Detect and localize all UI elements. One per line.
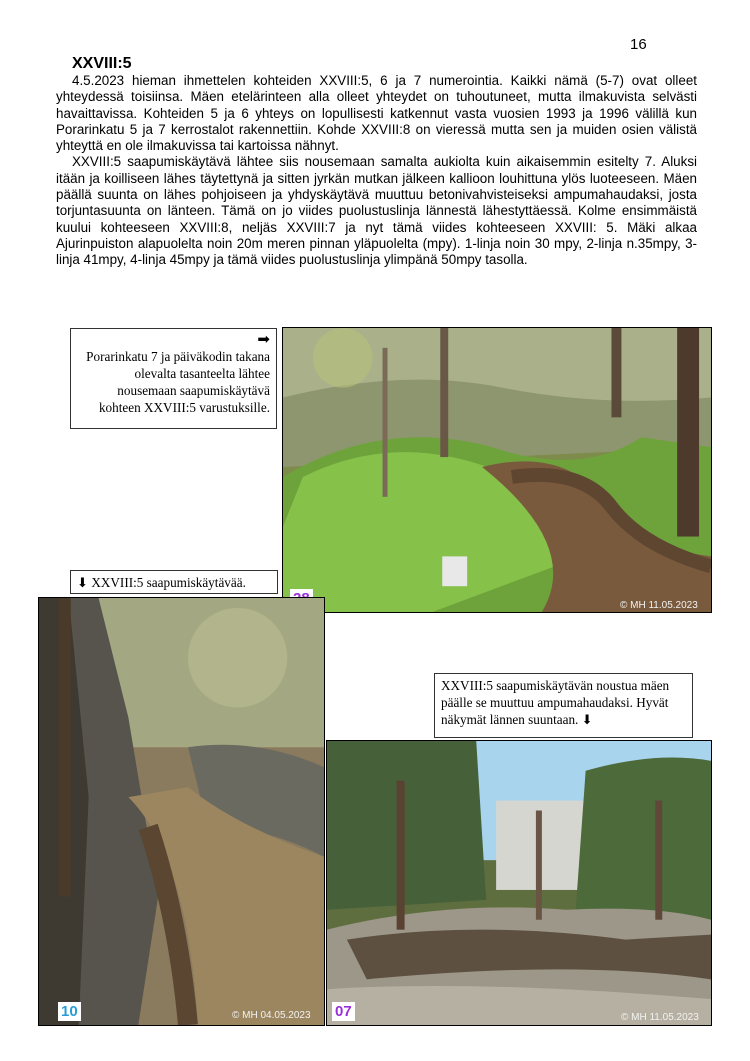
photo-badge-10: 10	[58, 1002, 81, 1021]
paragraph-1: 4.5.2023 hieman ihmettelen kohteiden XXVIII:5, 6 ja 7 numerointia. Kaikki nämä (5-7) ovat olleet yhteydessä toisiinsa. Mäen etelärinteen alla olleet yhteydet on tuhoutuneet, mutta ilmakuvista selvästi havaittavissa. Kohteiden 5 ja 6 yhteys on lopullisesti katkennut vasta vuosien 1993 ja 1996 välillä kun Porarinkatu 5 ja 7 kerrostalot rakennettiin. Kohde XXVIII:8 on vieressä mutta sen ja muiden osien välistä yhteyttä en ole ilmakuvissa tai kartoissa nähnyt.	[56, 73, 697, 154]
photo-10	[38, 597, 325, 1026]
paragraph-2: XXVIII:5 saapumiskäytävä lähtee siis nousemaan samalta aukiolta kuin aikaisemmin esitelty 7. Aluksi itään ja koilliseen lähes täytettynä ja sitten jyrkän mutkan jälkeen kallioon louhittuna ylös luoteeseen. Mäen päällä suunta on lähes pohjoiseen ja yhdyskäytävä muuttuu betonivahvisteiseksi ampumahaudaksi, josta torjuntasuunta on länteen. Tämä on jo viides puolustuslinja lännestä lähestyttäessä. Kolme ensimmäistä kuului kohteeseen XXVIII:8, neljäs XXVIII:7 ja nyt tämä viides kohteeseen XXVIII: 5. Mäki alkaa Ajurinpuiston alapuolelta noin 20m meren pinnan yläpuolelta (mpy). 1-linja noin 30 mpy, 2-linja n.35mpy, 3-linja 41mpy, 4-linja 45mpy ja tämä viides puolustuslinja ylimpänä 50mpy tasolla.	[56, 154, 697, 268]
photo-credit-28: © MH 11.05.2023	[620, 600, 698, 611]
caption-text-28: Porarinkatu 7 ja päiväkodin takana olevalta tasanteelta lähtee nousemaan saapumiskäytävä kohteen XXVIII:5 varustuksille.	[86, 349, 270, 415]
photo-badge-07: 07	[332, 1002, 355, 1021]
caption-text-07: XXVIII:5 saapumiskäytävän noustua mäen päälle se muuttuu ampumahaudaksi. Hyvät näkymät lännen suuntaan.	[441, 678, 670, 727]
photo-07	[326, 740, 712, 1026]
forest-trench-photo	[283, 328, 711, 612]
arrow-right-icon: ➡	[257, 332, 270, 348]
caption-photo-10	[70, 570, 278, 594]
arrow-down-icon: ⬇	[581, 712, 593, 727]
body-text	[56, 73, 697, 269]
rock-trench-photo	[39, 598, 324, 1025]
photo-credit-07: © MH 11.05.2023	[621, 1012, 699, 1023]
page-number: 16	[630, 36, 647, 53]
photo-credit-10: © MH 04.05.2023	[232, 1010, 311, 1021]
photo-28	[282, 327, 712, 613]
section-heading: XXVIII:5	[72, 55, 132, 72]
caption-photo-07	[434, 673, 693, 738]
arrow-down-icon: ⬇	[77, 575, 89, 590]
caption-photo-28	[70, 328, 277, 429]
caption-text-10: XXVIII:5 saapumiskäytävää.	[91, 575, 246, 590]
hilltop-trench-photo	[327, 741, 711, 1025]
